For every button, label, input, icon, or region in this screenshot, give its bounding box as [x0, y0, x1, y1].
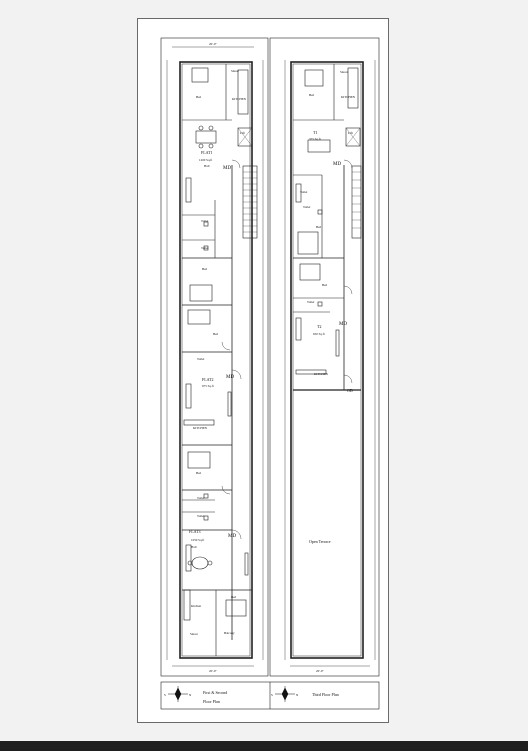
flat-area: 1050 Sq.ft — [191, 538, 205, 542]
flat-name: FLAT3 — [189, 529, 201, 534]
title-strip — [161, 682, 379, 709]
room-label: Bed — [196, 471, 202, 475]
compass-icon — [275, 686, 295, 702]
flat-name: T1 — [313, 130, 318, 135]
room-label: Lift — [348, 131, 353, 135]
door-label: MD — [339, 322, 348, 327]
room-label: Hall — [204, 164, 210, 168]
room-label: Toilet — [201, 246, 209, 250]
room-label: Bed — [231, 595, 237, 599]
plan-third — [270, 38, 379, 676]
flat-area: 650 Sq.ft — [313, 332, 325, 336]
flat-area: 375 Sq.ft — [309, 137, 321, 141]
room-label: Sitout — [340, 70, 348, 74]
plan-title-line2: Floor Plan — [203, 699, 220, 704]
room-label: Toilet — [300, 190, 308, 194]
room-label: Bed — [213, 332, 219, 336]
room-label: Toilet — [197, 357, 205, 361]
flat-name: FLAT1 — [201, 150, 213, 155]
door-label: MD — [223, 166, 232, 171]
plan-first-second — [161, 38, 268, 676]
room-label: KITCHEN — [314, 372, 328, 376]
plan1-top-dim: 20'-0" — [209, 42, 217, 46]
plan2-bottom-dim: 20'-0" — [316, 669, 324, 673]
compass-north: N — [189, 693, 192, 697]
room-label: Toilet — [197, 514, 205, 518]
compass-icon — [168, 686, 188, 702]
room-label: Toilet — [201, 219, 209, 223]
room-label: KITCHEN — [193, 426, 207, 430]
room-label: Kitchen — [191, 604, 202, 608]
room-label: Hall — [191, 545, 197, 549]
door-label: OD — [347, 388, 353, 393]
room-label: Sitout — [231, 69, 239, 73]
room-label: Toilet — [303, 205, 311, 209]
room-label: Toilet — [197, 496, 205, 500]
plan-title: Third Floor Plan — [312, 692, 339, 697]
compass-north: N — [296, 693, 299, 697]
room-label: Bed — [202, 267, 208, 271]
compass-south: S — [271, 693, 273, 697]
plan1-bottom-dim: 20'-0" — [209, 669, 217, 673]
room-label: Bed — [322, 283, 328, 287]
plan-title: First & Second — [203, 690, 228, 695]
door-label: MD — [333, 162, 342, 167]
room-label: Sitout — [190, 632, 198, 636]
room-label: KITCHEN — [232, 97, 246, 101]
flat-area: 1200 Sq.ft — [199, 158, 213, 162]
flat-name: T2 — [317, 324, 322, 329]
door-label: MD — [226, 375, 235, 380]
room-label: KITCHEN — [341, 95, 355, 99]
room-label: Toilet — [307, 300, 315, 304]
door-label: MD — [228, 534, 237, 539]
room-label: Bed — [316, 225, 322, 229]
flat-name: FLAT2 — [202, 377, 214, 382]
open-terrace-label: Open Terrace — [309, 539, 331, 544]
compass-south: S — [164, 693, 166, 697]
room-label: Lift — [240, 131, 245, 135]
room-label: Bed — [196, 95, 202, 99]
flat-area: 975 Sq.ft — [202, 384, 214, 388]
room-label: Bed — [309, 93, 315, 97]
room-label: Balcony — [224, 631, 235, 635]
